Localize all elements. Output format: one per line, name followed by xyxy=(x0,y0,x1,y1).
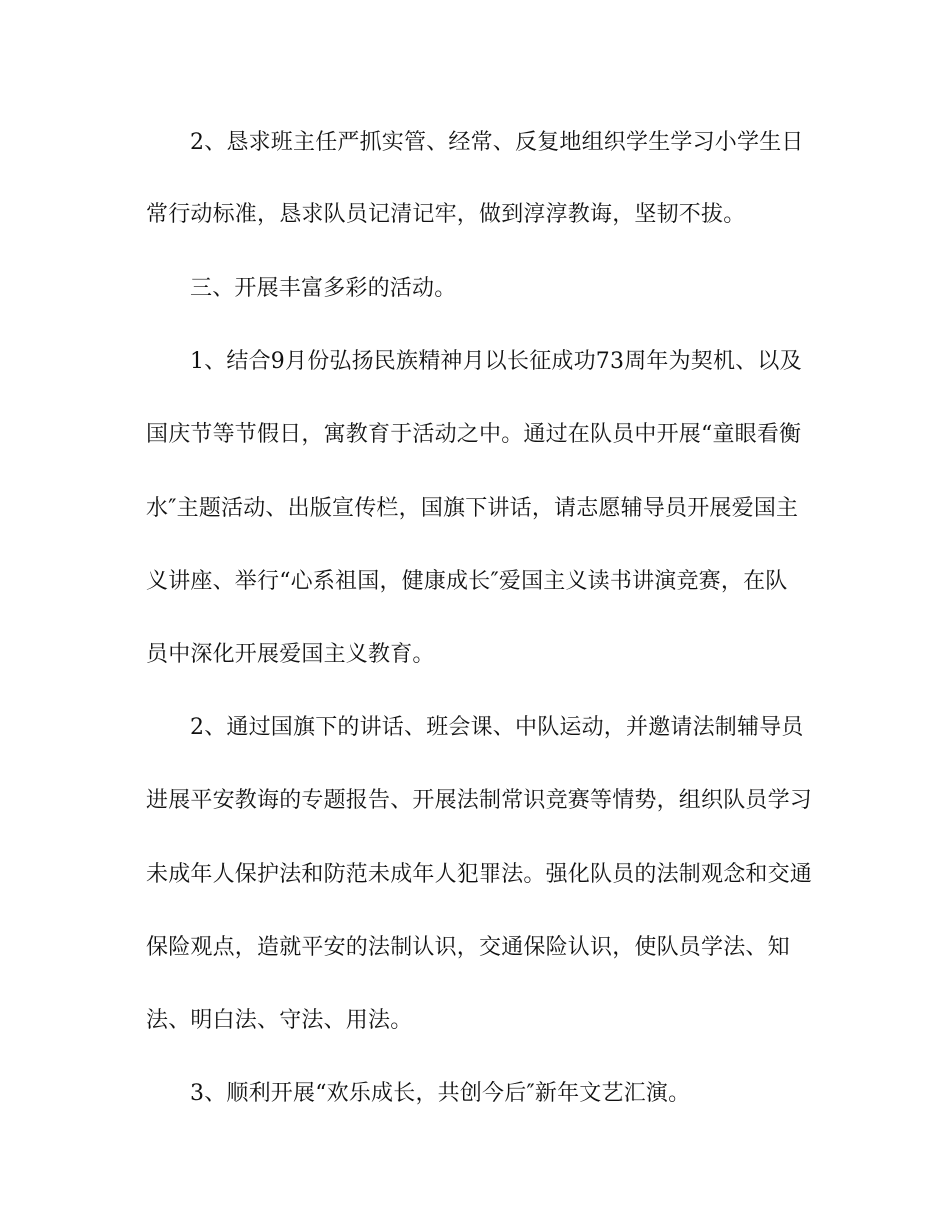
paragraph-line: 2、恳求班主任严抓实管、经常、反复地组织学生学习小学生日 xyxy=(190,130,804,155)
paragraph-line: 2、通过国旗下的讲话、班会课、中队运动，并邀请法制辅导员 xyxy=(190,715,804,740)
paragraph-line: 法、明白法、守法、用法。 xyxy=(146,1008,413,1033)
paragraph-line: 国庆节等节假日，寓教育于活动之中。通过在队员中开展“童眼看衡 xyxy=(146,422,802,447)
paragraph-line: 水″主题活动、出版宣传栏，国旗下讲话，请志愿辅导员开展爱国主 xyxy=(146,496,799,521)
paragraph-line: 1、结合9月份弘扬民族精神月以长征成功73周年为契机、以及 xyxy=(190,349,802,374)
paragraph-line: 常行动标准，恳求队员记清记牢，做到淳淳教诲，坚韧不拔。 xyxy=(146,202,746,227)
section-heading: 三、开展丰富多彩的活动。 xyxy=(190,276,457,301)
paragraph-line: 未成年人保护法和防范未成年人犯罪法。强化队员的法制观念和交通 xyxy=(146,862,813,887)
paragraph-line: 保险观点，造就平安的法制认识，交通保险认识，使队员学法、知 xyxy=(146,935,790,960)
paragraph-line: 进展平安教诲的专题报告、开展法制常识竞赛等情势，组织队员学习 xyxy=(146,788,813,813)
paragraph-line: 义讲座、举行“心系祖国，健康成长″爱国主义读书讲演竞赛，在队 xyxy=(146,569,788,594)
paragraph-line: 3、顺利开展“欢乐成长，共创今后″新年文艺汇演。 xyxy=(190,1081,691,1106)
paragraph-line: 员中深化开展爱国主义教育。 xyxy=(146,642,435,667)
